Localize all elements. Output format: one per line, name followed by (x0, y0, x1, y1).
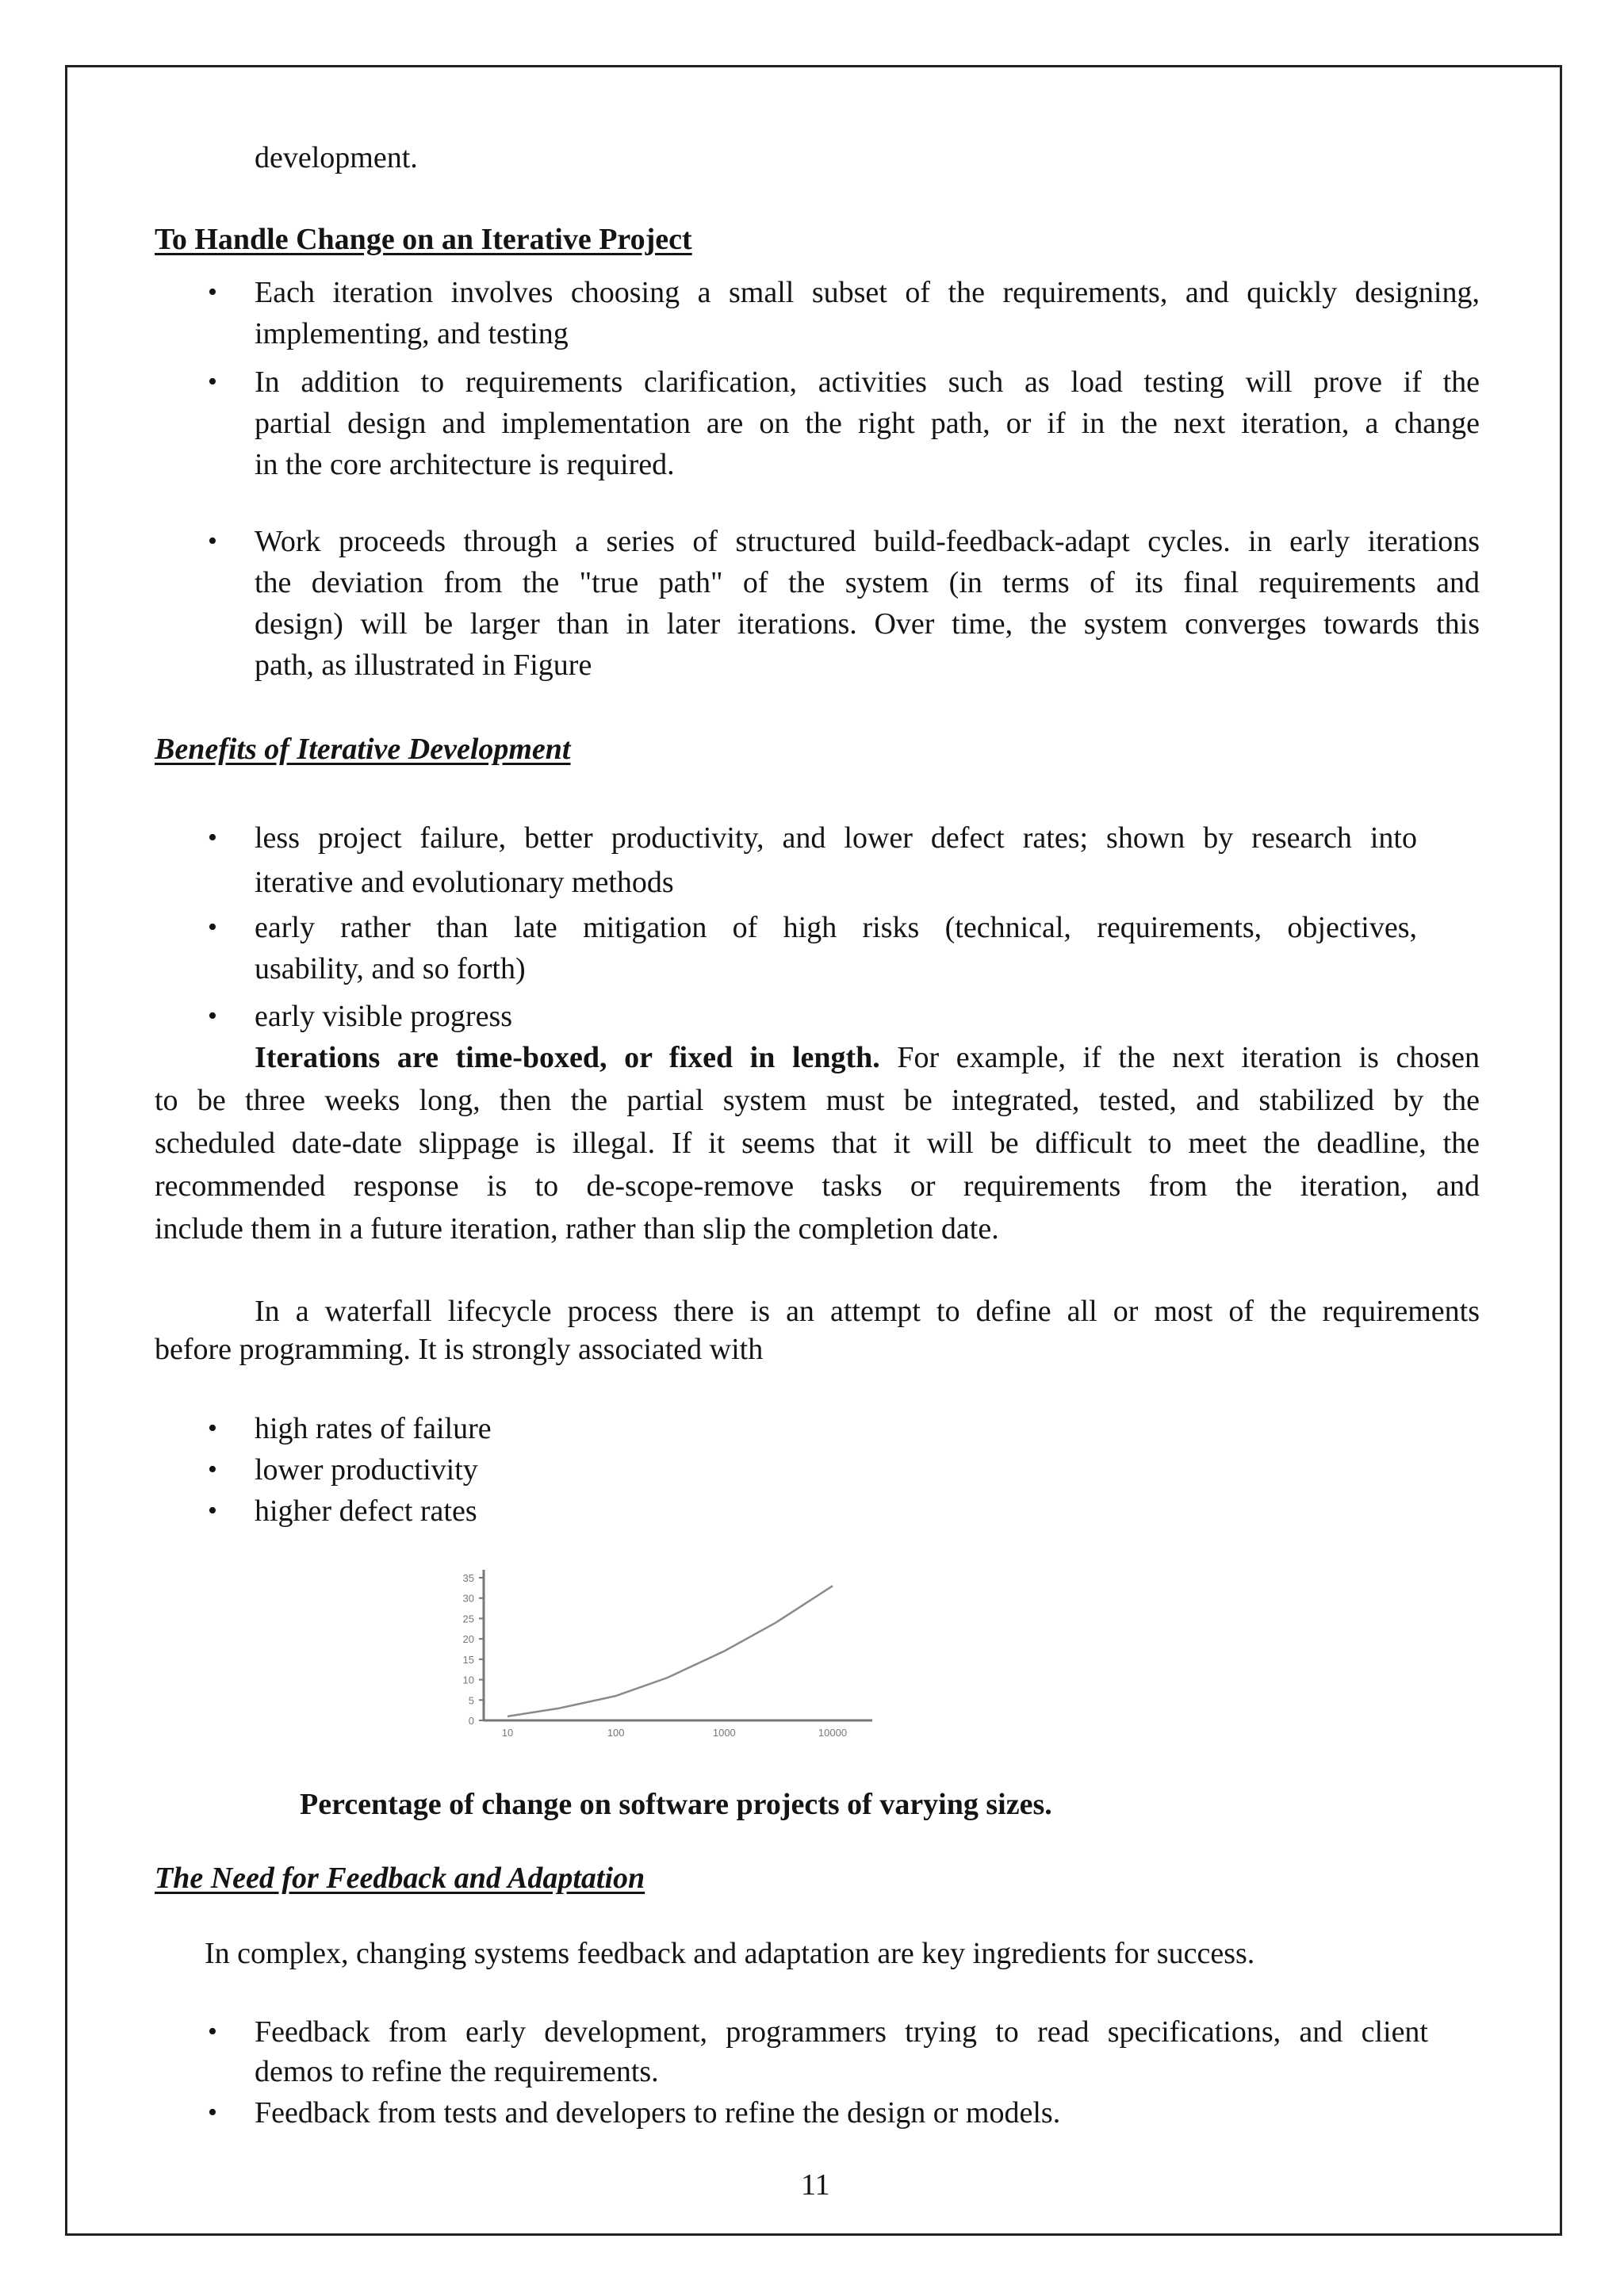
intro-line: development. (255, 141, 418, 174)
bullet-text: demos to refine the requirements. (255, 2055, 659, 2088)
timebox-first-line (255, 1036, 1480, 1079)
timebox-paragraph-line: recommended response is to de-scope-remove tasks or requirements from the iteration, and (155, 1169, 1480, 1203)
x-tick-label: 100 (607, 1727, 625, 1739)
x-tick-label: 10000 (818, 1727, 848, 1739)
timebox-paragraph-line: scheduled date-date slippage is illegal. If it seems that it will be difficult to meet the deadline, the (155, 1127, 1480, 1160)
bullet-text: early visible progress (255, 1000, 513, 1033)
bullet-text: implementing, and testing (255, 317, 569, 350)
bullet-text: early rather than late mitigation of high risks (technical, requirements, objectives, (255, 911, 1417, 944)
bullet-icon: • (208, 526, 217, 556)
timebox-bold-text: Iterations are time-boxed, or fixed in length. (255, 1041, 880, 1074)
bullet-text: In addition to requirements clarification, activities such as load testing will prove if the (255, 365, 1480, 399)
waterfall-item: higher defect rates (255, 1494, 477, 1528)
x-tick-label: 10 (501, 1727, 514, 1739)
page-number: 11 (801, 2168, 830, 2202)
y-tick-label: 5 (468, 1694, 474, 1707)
bullet-text: Work proceeds through a series of structured build-feedback-adapt cycles. in early iterations (255, 525, 1480, 558)
bullet-icon: • (208, 367, 217, 396)
waterfall-paragraph-line: In a waterfall lifecycle process there is an attempt to define all or most of the requirements (255, 1295, 1480, 1328)
y-tick-label: 0 (468, 1715, 474, 1727)
y-tick-label: 35 (462, 1572, 474, 1584)
bullet-icon: • (208, 1001, 217, 1031)
bullet-text: usability, and so forth) (255, 952, 526, 985)
bullet-text: Feedback from tests and developers to refine the design or models. (255, 2096, 1061, 2130)
waterfall-item: high rates of failure (255, 1412, 492, 1445)
bullet-icon: • (208, 1496, 217, 1525)
change-percentage-chart (412, 1554, 888, 1760)
y-tick-label: 20 (462, 1633, 474, 1646)
bullet-text: less project failure, better productivity, and lower defect rates; shown by research into (255, 821, 1417, 855)
bullet-text: iterative and evolutionary methods (255, 866, 674, 899)
bullet-text: design) will be larger than in later iterations. Over time, the system converges towards this (255, 607, 1480, 641)
section-heading-handle-change: To Handle Change on an Iterative Project (155, 223, 692, 256)
waterfall-item: lower productivity (255, 1453, 478, 1487)
timebox-rest-text: For example, if the next iteration is chosen (897, 1041, 1480, 1074)
bullet-icon: • (208, 2098, 217, 2127)
bullet-icon: • (208, 1414, 217, 1443)
bullet-icon: • (208, 823, 217, 852)
y-tick-label: 15 (462, 1653, 474, 1666)
bullet-text: the deviation from the "true path" of the system (in terms of its final requirements and (255, 566, 1480, 599)
bullet-icon: • (208, 2017, 217, 2046)
series-line (508, 1586, 833, 1716)
figure-caption: Percentage of change on software projects of varying sizes. (300, 1788, 1052, 1821)
y-tick-label: 25 (462, 1613, 474, 1625)
bullet-icon: • (208, 913, 217, 942)
bullet-text: Feedback from early development, programmers trying to read specifications, and client (255, 2015, 1428, 2049)
section-heading-benefits: Benefits of Iterative Development (155, 733, 571, 766)
bullet-text: partial design and implementation are on the right path, or if in the next iteration, a change (255, 407, 1480, 440)
bullet-icon: • (208, 1455, 217, 1484)
section-heading-feedback: The Need for Feedback and Adaptation (155, 1862, 645, 1895)
timebox-paragraph-line: to be three weeks long, then the partial system must be integrated, tested, and stabilized by the (155, 1084, 1480, 1117)
waterfall-paragraph-line: before programming. It is strongly associated with (155, 1333, 764, 1366)
timebox-paragraph-line: include them in a future iteration, rather than slip the completion date. (155, 1212, 999, 1246)
y-tick-label: 10 (462, 1674, 474, 1686)
x-tick-label: 1000 (712, 1727, 736, 1739)
feedback-intro: In complex, changing systems feedback and adaptation are key ingredients for success. (205, 1937, 1255, 1970)
bullet-icon: • (208, 277, 217, 307)
bullet-text: Each iteration involves choosing a small subset of the requirements, and quickly designing, (255, 276, 1480, 309)
bullet-text: path, as illustrated in Figure (255, 649, 592, 682)
bullet-text: in the core architecture is required. (255, 448, 675, 481)
y-tick-label: 30 (462, 1592, 474, 1605)
